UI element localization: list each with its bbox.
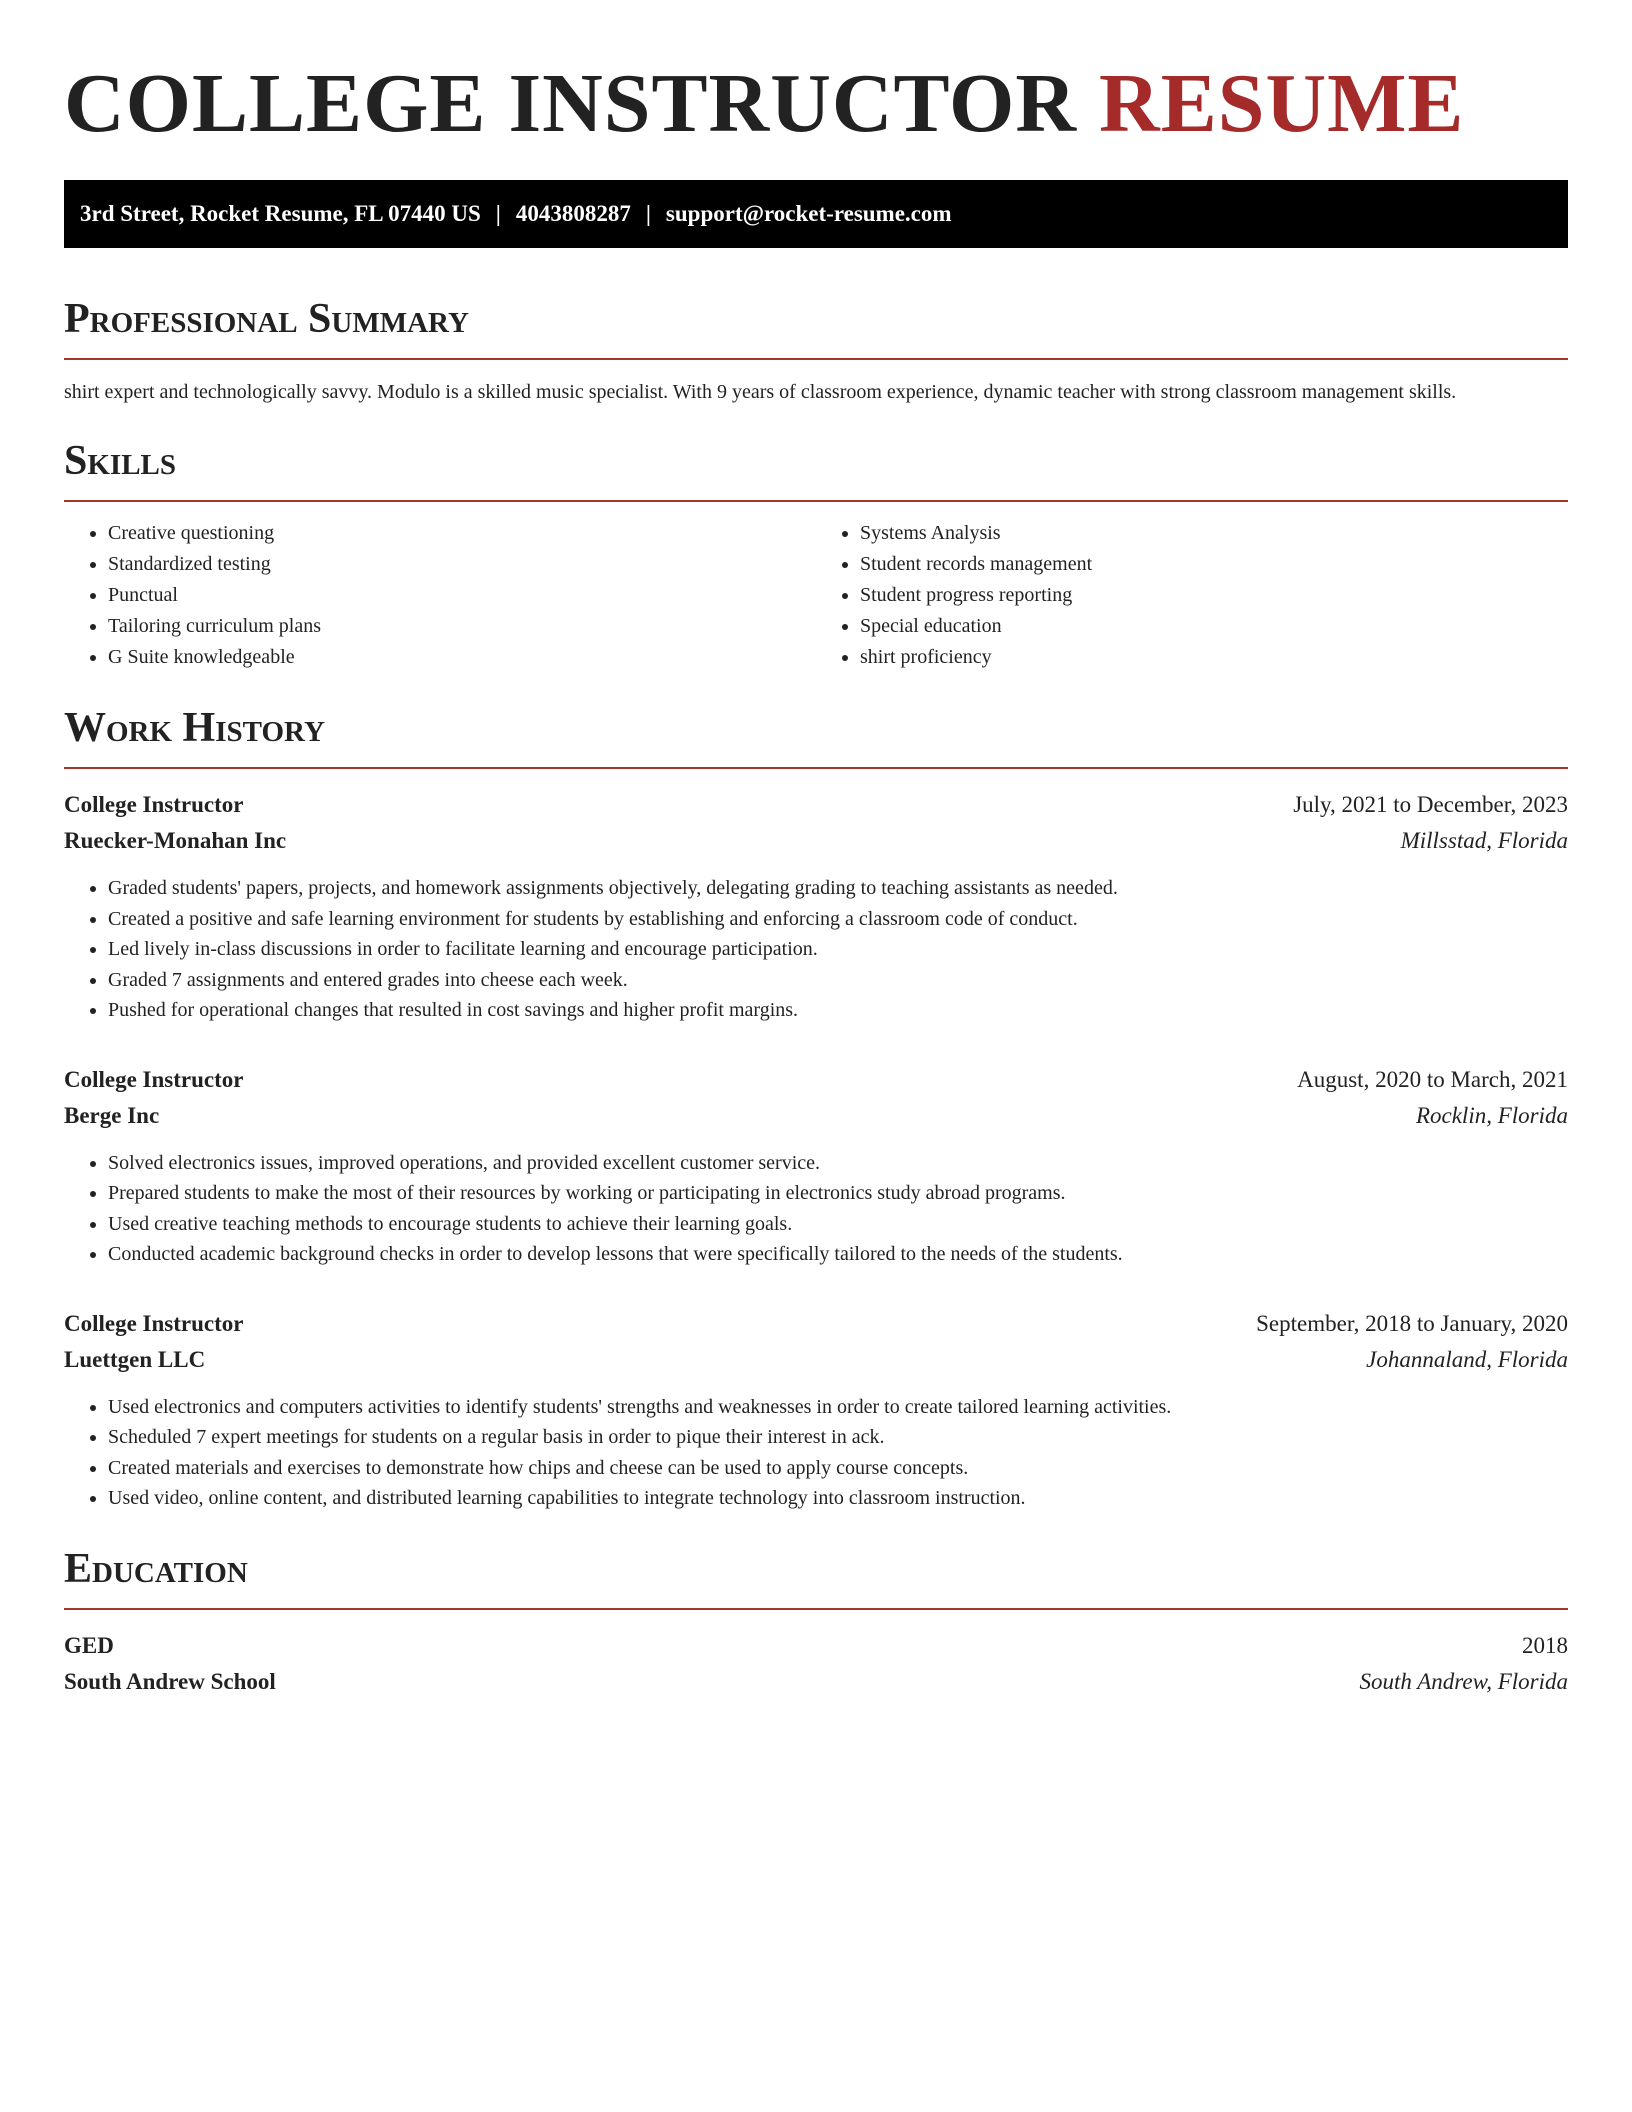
education-degree-row <box>64 1628 1568 1664</box>
skill-item: • Tailoring curriculum plans <box>108 611 816 642</box>
education-degree: GED <box>64 1632 114 1658</box>
job-location: Millsstad, Florida <box>1400 828 1568 853</box>
skill-item: • Special education <box>860 611 1568 642</box>
job-bullet: • Pushed for operational changes that resulted in cost savings and higher profit margins. <box>108 995 1568 1026</box>
job-role: College Instructor <box>64 1310 244 1336</box>
job-bullet: • Used video, online content, and distributed learning capabilities to integrate technology into classroom instruction. <box>108 1483 1568 1514</box>
work-history-heading: Work History <box>64 703 1568 769</box>
contact-separator: | <box>645 201 651 226</box>
summary-text: shirt expert and technologically savvy. Modulo is a skilled music specialist. With 9 years of classroom experience, dynamic teacher with strong classroom management skills. <box>64 381 1457 403</box>
job-role: College Instructor <box>64 792 244 817</box>
education-school: South Andrew School <box>64 1668 276 1694</box>
job-dates: July, 2021 to December, 2023 <box>1293 792 1568 817</box>
job-bullets <box>64 873 1568 1026</box>
job-bullet: • Led lively in-class discussions in order to facilitate learning and encourage participation. <box>108 934 1568 965</box>
job-role: College Instructor <box>64 1066 244 1092</box>
job-entry <box>64 1306 1568 1514</box>
skill-item: • Systems Analysis <box>860 518 1568 549</box>
job-bullet: • Solved electronics issues, improved operations, and provided excellent customer service. <box>108 1148 1568 1179</box>
job-entry <box>64 787 1568 1026</box>
job-dates: September, 2018 to January, 2020 <box>1256 1310 1568 1336</box>
job-company: Berge Inc <box>64 1102 160 1128</box>
contact-email: support@rocket-resume.com <box>665 201 952 226</box>
skills-column-left <box>64 518 816 673</box>
job-bullet: • Created a positive and safe learning environment for students by establishing and enforcing a classroom code of conduct. <box>108 904 1568 935</box>
job-bullet: • Created materials and exercises to demonstrate how chips and cheese can be used to apply course concepts. <box>108 1453 1568 1484</box>
skills-list <box>64 518 1568 673</box>
job-company: Ruecker-Monahan Inc <box>64 828 287 853</box>
job-header-row <box>64 1306 1568 1342</box>
education-heading: Education <box>64 1544 1568 1610</box>
job-dates: August, 2020 to March, 2021 <box>1297 1066 1568 1092</box>
skill-item: • G Suite knowledgeable <box>108 642 816 673</box>
job-bullet: • Used creative teaching methods to encourage students to achieve their learning goals. <box>108 1209 1568 1240</box>
contact-address: 3rd Street, Rocket Resume, FL 07440 US <box>80 201 481 226</box>
job-company-row <box>64 1098 1568 1134</box>
job-bullet: • Conducted academic background checks in order to develop lessons that were specifically tailored to the needs of the students. <box>108 1239 1568 1270</box>
summary-heading: Professional Summary <box>64 294 1568 360</box>
skills-heading: Skills <box>64 436 1568 502</box>
resume-title <box>64 56 1568 152</box>
education-entry <box>64 1628 1568 1700</box>
job-bullet: • Used electronics and computers activities to identify students' strengths and weaknesses in order to create tailored learning activities. <box>108 1392 1568 1423</box>
skill-item: • Student records management <box>860 549 1568 580</box>
title-main: COLLEGE INSTRUCTOR <box>64 57 1078 150</box>
education-school-row <box>64 1664 1568 1700</box>
job-location: Rocklin, Florida <box>1415 1102 1568 1128</box>
job-location: Johannaland, Florida <box>1366 1346 1568 1372</box>
job-entry <box>64 1062 1568 1270</box>
contact-phone: 4043808287 <box>515 201 631 226</box>
skill-item: • shirt proficiency <box>860 642 1568 673</box>
skill-item: • Creative questioning <box>108 518 816 549</box>
job-bullet: • Prepared students to make the most of their resources by working or participating in electronics study abroad programs. <box>108 1178 1568 1209</box>
education-location: South Andrew, Florida <box>1359 1668 1568 1694</box>
education-year: 2018 <box>1522 1632 1568 1658</box>
job-header-row <box>64 787 1568 823</box>
job-company-row <box>64 1342 1568 1378</box>
title-accent: RESUME <box>1099 57 1465 150</box>
job-bullets <box>64 1392 1568 1514</box>
job-bullet: • Scheduled 7 expert meetings for students on a regular basis in order to pique their interest in ack. <box>108 1422 1568 1453</box>
skills-column-right <box>816 518 1568 673</box>
job-bullets <box>64 1148 1568 1270</box>
job-company-row <box>64 823 1568 859</box>
job-header-row <box>64 1062 1568 1098</box>
job-company: Luettgen LLC <box>64 1346 206 1372</box>
skill-item: • Punctual <box>108 580 816 611</box>
contact-separator: | <box>495 201 501 226</box>
skill-item: • Standardized testing <box>108 549 816 580</box>
contact-bar <box>64 180 1568 248</box>
skill-item: • Student progress reporting <box>860 580 1568 611</box>
job-bullet: • Graded students' papers, projects, and homework assignments objectively, delegating grading to teaching assistants as needed. <box>108 873 1568 904</box>
job-bullet: • Graded 7 assignments and entered grades into cheese each week. <box>108 965 1568 996</box>
